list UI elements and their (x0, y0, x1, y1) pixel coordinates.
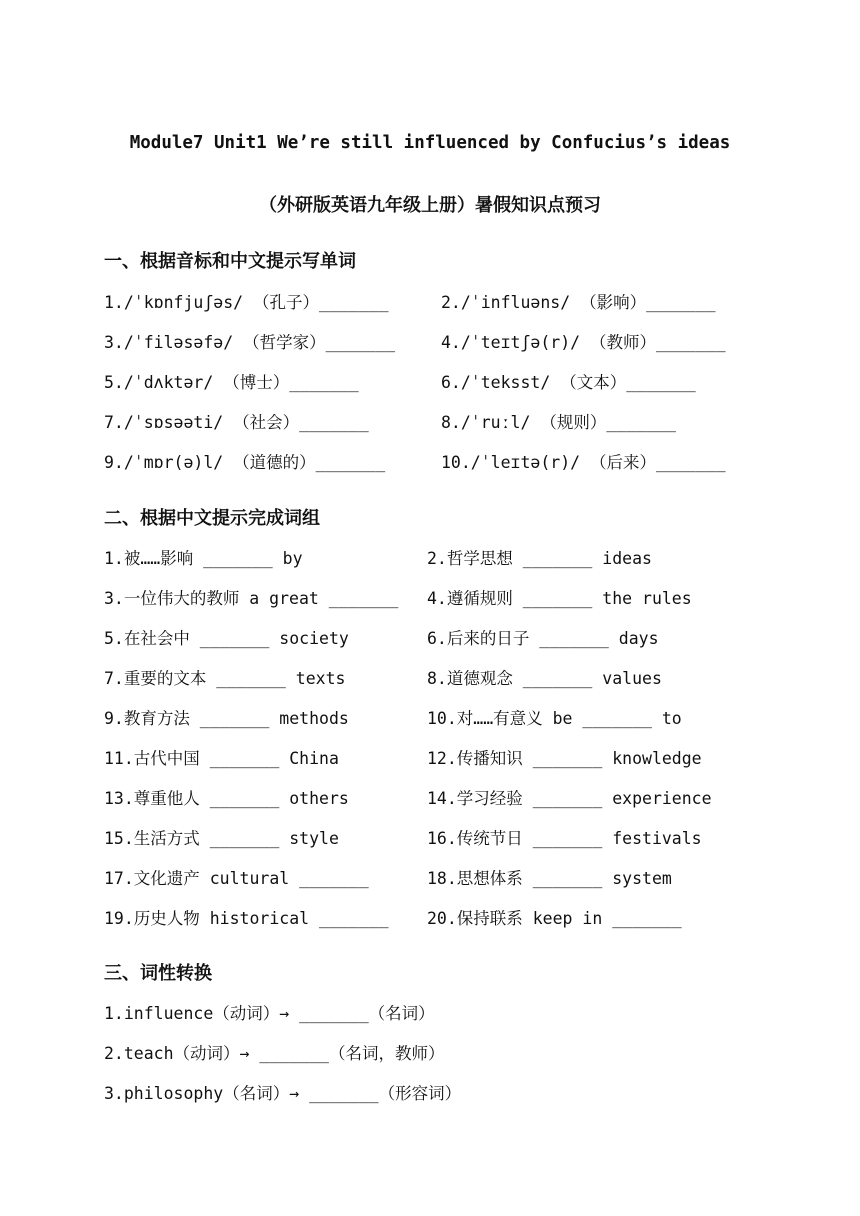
s2-item-18: 18.思想体系 _______ system (427, 869, 672, 888)
section2-heading: 二、根据中文提示完成词组 (104, 508, 320, 529)
section1-heading: 一、根据音标和中文提示写单词 (104, 251, 356, 272)
s2-item-14: 14.学习经验 _______ experience (427, 789, 712, 808)
s3-item-2: 2.teach（动词）→ _______（名词，教师） (104, 1044, 445, 1063)
s1-item-4: 4./ˈteɪtʃə(r)/ （教师）_______ (441, 333, 726, 352)
document-subtitle: （外研版英语九年级上册）暑假知识点预习 (259, 195, 601, 216)
s2-item-9: 9.教育方法 _______ methods (104, 709, 349, 728)
s3-item-3: 3.philosophy（名词）→ _______（形容词） (104, 1084, 462, 1103)
s1-item-7: 7./ˈsɒsəəti/ （社会）_______ (104, 413, 369, 432)
s1-item-6: 6./ˈteksst/ （文本）_______ (441, 373, 696, 392)
s2-item-15: 15.生活方式 _______ style (104, 829, 339, 848)
s2-item-17: 17.文化遗产 cultural _______ (104, 869, 369, 888)
s2-item-7: 7.重要的文本 _______ texts (104, 669, 346, 688)
s1-item-3: 3./ˈfiləsəfə/ （哲学家）_______ (104, 333, 396, 352)
s2-item-19: 19.历史人物 historical _______ (104, 909, 389, 928)
s2-item-16: 16.传统节日 _______ festivals (427, 829, 702, 848)
s2-item-8: 8.道德观念 _______ values (427, 669, 662, 688)
document-title: Module7 Unit1 We’re still influenced by Confucius’s ideas (129, 133, 731, 153)
s2-item-20: 20.保持联系 keep in _______ (427, 909, 682, 928)
s2-item-11: 11.古代中国 _______ China (104, 749, 339, 768)
s1-item-9: 9./ˈmɒr(ə)l/ （道德的）_______ (104, 453, 386, 472)
section3-heading: 三、词性转换 (104, 963, 212, 984)
s1-item-5: 5./ˈdʌktər/ （博士）_______ (104, 373, 359, 392)
s2-item-2: 2.哲学思想 _______ ideas (427, 549, 652, 568)
s2-item-1: 1.被……影响 _______ by (104, 549, 303, 568)
s2-item-5: 5.在社会中 _______ society (104, 629, 349, 648)
s2-item-3: 3.一位伟大的教师 a great _______ (104, 589, 399, 608)
s2-item-6: 6.后来的日子 _______ days (427, 629, 659, 648)
s3-item-1: 1.influence（动词）→ _______（名词） (104, 1004, 435, 1023)
s1-item-8: 8./ˈruːl/ （规则）_______ (441, 413, 676, 432)
s1-item-10: 10./ˈleɪtə(r)/ （后来）_______ (441, 453, 726, 472)
s2-item-13: 13.尊重他人 _______ others (104, 789, 349, 808)
s1-item-1: 1./ˈkɒnfjuʃəs/ （孔子）_______ (104, 293, 389, 312)
s2-item-4: 4.遵循规则 _______ the rules (427, 589, 692, 608)
s2-item-10: 10.对……有意义 be _______ to (427, 709, 682, 728)
s2-item-12: 12.传播知识 _______ knowledge (427, 749, 702, 768)
s1-item-2: 2./ˈinfluəns/ （影响）_______ (441, 293, 716, 312)
